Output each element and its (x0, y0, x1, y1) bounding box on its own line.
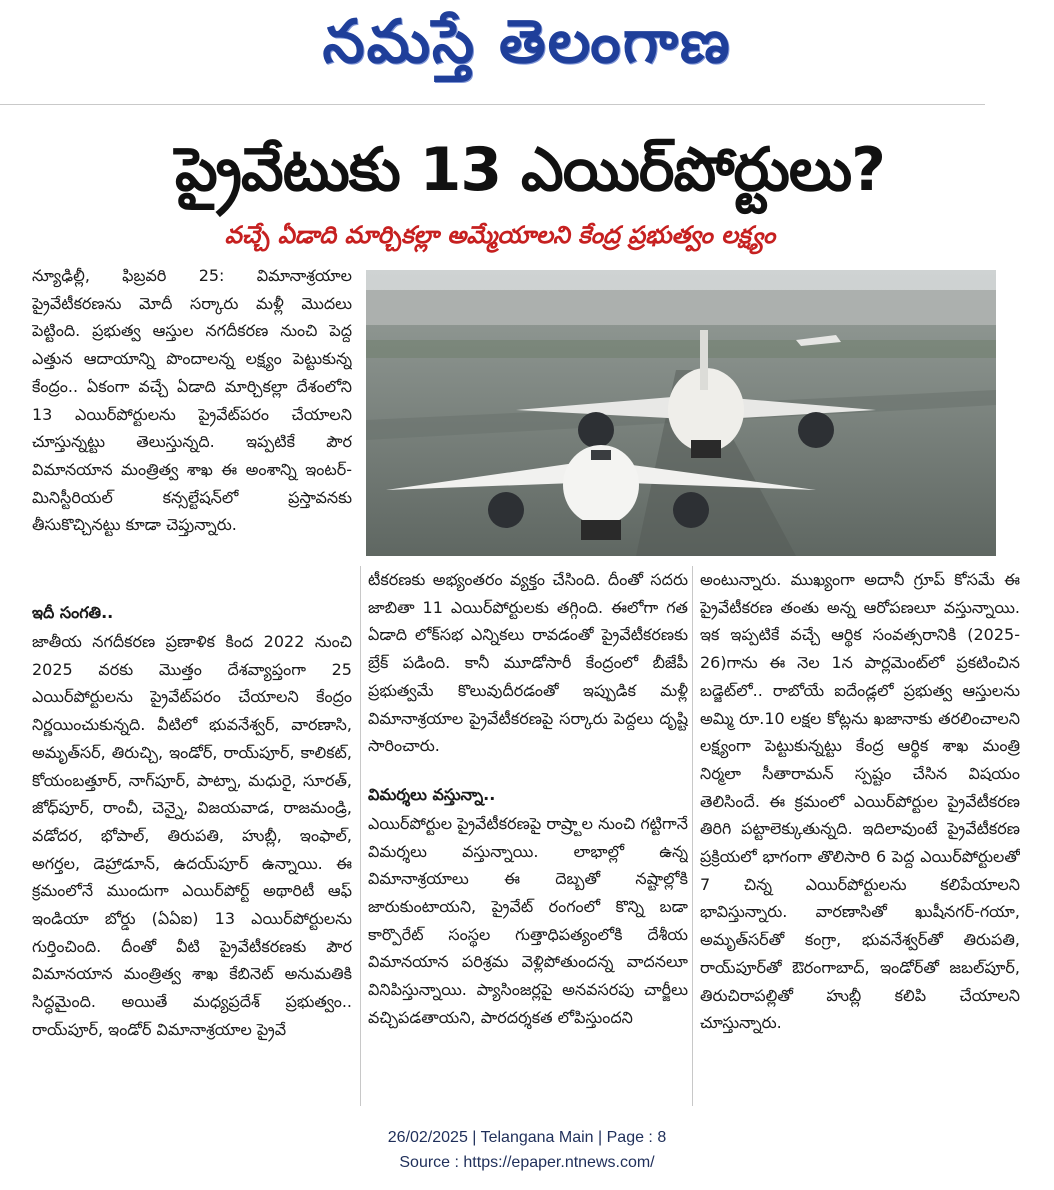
section-heading-vimarshalu: విమర్శలు వస్తున్నా.. (368, 784, 496, 804)
masthead-divider (0, 104, 985, 105)
column-divider-2 (692, 566, 693, 1106)
article-subheadline: వచ్చే ఏడాది మార్చికల్లా అమ్మేయాలని కేంద్ర ప్రభుత్వం లక్ష్యం (224, 221, 776, 249)
article-column-2 (368, 566, 688, 1106)
article-column-3 (700, 566, 1020, 1106)
section-body-idee-sangati: జాతీయ నగదీకరణ ప్రణాళిక కింద 2022 నుంచి 2025 వరకు మొత్తం దేశవ్యాప్తంగా 25 ఎయిర్‌పోర్టులను ప్రైవేట్‌పరం చేయాలని కేంద్రం నిర్ణయించుకున్నది. వీటిలో భువనేశ్వర్, వారణాసి, అమృత్‌సర్, తిరుచ్చి, ఇండోర్, రాయ్‌పూర్, కాలికట్, కోయంబత్తూర్, నాగ్‌పూర్, పాట్నా, మధురై, సూరత్, జోధ్‌పూర్, రాంచీ, చెన్నై, విజయవాడ, రాజమండ్రి, వడోదర, భోపాల్, తిరుపతి, హుబ్లీ, ఇంఫాల్, అగర్తల, డెహ్రాడూన్, ఉదయ్‌పూర్ ఉన్నాయి. ఈ క్రమంలోనే ముందుగా ఎయిర్‌పోర్ట్ అథారిటీ ఆఫ్ ఇండియా బోర్డు (ఏఏఐ) 13 ఎయిర్‌పోర్టులను గుర్తించింది. దీంతో వీటి ప్రైవేటీకరణకు పౌర విమానయాన మంత్రిత్వ శాఖ కేబినెట్ అనుమతికి సిద్ధమైంది. అయితే మధ్యప్రదేశ్ ప్రభుత్వం.. రాయ్‌పూర్, ఇండోర్ విమానాశ్రయాల ప్రైవే (32, 632, 352, 1039)
masthead (0, 0, 1054, 110)
section-heading-idee-sangati: ఇదీ సంగతి.. (32, 603, 114, 622)
article-lead-paragraph: న్యూఢిల్లీ, ఫిబ్రవరి 25: విమానాశ్రయాల ప్రైవేటీకరణను మోదీ సర్కారు మళ్లీ మొదలు పెట్టింది. ప్రభుత్వ ఆస్తుల నగదీకరణ నుంచి పెద్ద ఎత్తున ఆదాయాన్ని పొందాలన్న లక్ష్యం పెట్టుకున్న కేంద్రం.. ఏకంగా వచ్చే ఏడాది మార్చికల్లా దేశంలోని 13 ఎయిర్‌పోర్టులను ప్రైవేట్‌పరం చేయాలని చూస్తున్నట్టు తెలుస్తున్నది. ఇప్పటికే పౌర విమానయాన మంత్రిత్వ శాఖ ఈ అంశాన్ని ఇంటర్-మినిస్టీరియల్ కన్సల్టేషన్‌లో ప్రస్తావనకు తీసుకొచ్చినట్టు కూడా చెప్తున్నారు. (32, 266, 352, 535)
column-2-continuation: టీకరణకు అభ్యంతరం వ్యక్తం చేసింది. దీంతో సదరు జాబితా 11 ఎయిర్‌పోర్టులకు తగ్గింది. ఈలోగా గత ఏడాది లోక్‌సభ ఎన్నికలు రావడంతో ప్రైవేటీకరణకు బ్రేక్ పడింది. కానీ మూడోసారీ కేంద్రంలో బీజేపీ ప్రభుత్వమే కొలువుదీరడంతో ఇప్పుడిక మళ్లీ విమానాశ్రయాల ప్రైవేటీకరణపై సర్కారు పెద్దలు దృష్టి సారించారు. (368, 570, 688, 756)
footer-date-edition: 26/02/2025 | Telangana Main | Page : 8 (387, 1129, 667, 1146)
section-body-vimarshalu: ఎయిర్‌పోర్టుల ప్రైవేటీకరణపై రాష్ర్టాల నుంచి గట్టిగానే విమర్శలు వస్తున్నాయి. లాభాల్లో ఉన్న విమానాశ్రయాలు ఈ దెబ్బతో నష్టాల్లోకి జారుకుంటాయని, ప్రైవేట్ రంగంలో కొన్ని బడా కార్పొరేట్ సంస్థల గుత్తాధిపత్యంలోకి దేశీయ విమానయాన పరిశ్రమ వెళ్లిపోతుందన్న వాదనలూ వినిపిస్తున్నాయి. ప్యాసింజర్లపై అనవసరపు చార్జీలు వచ్చిపడతాయని, పారదర్శకత లోపిస్తుందని (368, 813, 688, 1027)
page-footer (0, 1125, 1054, 1175)
column-divider-1 (360, 566, 361, 1106)
footer-source: Source : https://epaper.ntnews.com/ (399, 1154, 655, 1171)
article-column-1-lower (32, 590, 352, 1110)
newspaper-logo: నమస్తే తెలంగాణ (322, 7, 732, 77)
airport-runway-photo (366, 270, 996, 556)
article-headline: ప్రైవేటుకు 13 ఎయిర్‌పోర్టులు? (175, 135, 885, 205)
column-3-body: అంటున్నారు. ముఖ్యంగా అదానీ గ్రూప్ కోసమే ఈ ప్రైవేటీకరణ తంతు అన్న ఆరోపణలూ వస్తున్నాయి. ఇక ఇప్పటికే వచ్చే ఆర్థిక సంవత్సరానికి (2025-26)గాను ఈ నెల 1న పార్లమెంట్‌లో ప్రకటించిన బడ్జెట్‌లో.. రాబోయే ఐదేండ్లలో ప్రభుత్వ ఆస్తులను అమ్మి రూ.10 లక్షల కోట్లను ఖజానాకు తరలించాలని లక్ష్యంగా పెట్టుకున్నట్టు కేంద్ర ఆర్థిక శాఖ మంత్రి నిర్మలా సీతారామన్ స్పష్టం చేసిన విషయం తెలిసిందే. ఈ క్రమంలో ఎయిర్‌పోర్టుల ప్రైవేటీకరణ తిరిగి పట్టాలెక్కుతున్నది. ఇదిలావుంటే ప్రైవేటీకరణ ప్రక్రియలో భాగంగా తొలిసారి 6 పెద్ద ఎయిర్‌పోర్టులతో 7 చిన్న ఎయిర్‌పోర్టులను కలిపేయాలని భావిస్తున్నారు. వారణాసితో ఖుషీనగర్-గయా, అమృత్‌సర్‌తో కంగ్రా, భువనేశ్వర్‌తో తిరుపతి, రాయ్‌పూర్‌తో ఔరంగాబాద్, ఇండోర్‌తో జబల్‌పూర్, తిరుచిరాపల్లితో హుబ్లీ కలిపి చేయాలని చూస్తున్నారు. (700, 570, 1020, 1033)
article-column-1 (32, 262, 352, 562)
